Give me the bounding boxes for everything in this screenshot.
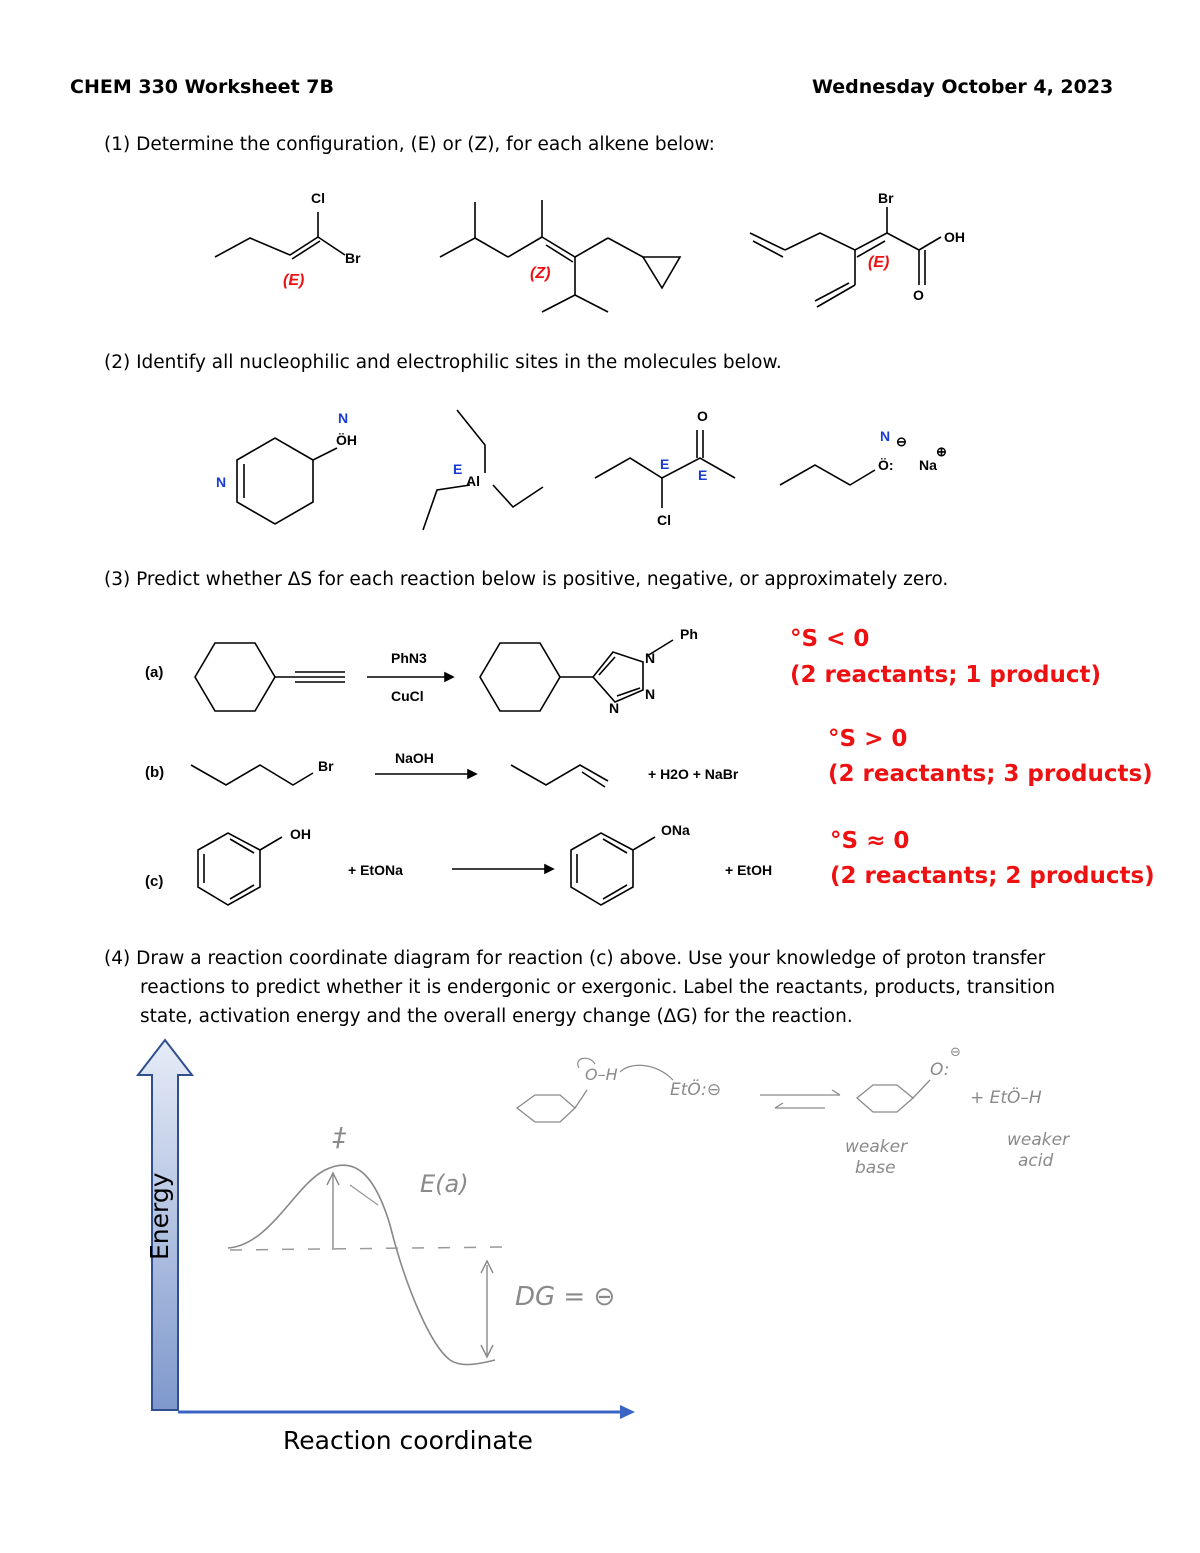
q1-alkene-2-structure	[430, 190, 700, 320]
weaker-acid-line-2: acid	[1018, 1151, 1054, 1171]
reaction-c-arrow	[450, 862, 555, 876]
q1-m3-o: O	[913, 287, 924, 303]
reaction-b-product-structure	[508, 755, 618, 795]
reaction-c-reactant-structure	[190, 825, 300, 915]
reaction-a-n1: N	[645, 650, 656, 666]
scheme-phenoxide-o: O:	[930, 1060, 950, 1080]
reaction-a-ph: Ph	[680, 626, 698, 642]
transition-state-mark: ‡	[333, 1123, 346, 1153]
question-4-prompt-line-3: state, activation energy and the overall energy change (ΔG) for the reaction.	[140, 1006, 853, 1027]
reaction-b-arrow	[373, 767, 478, 781]
q2-m3-electrophile-1-label: E	[660, 456, 670, 472]
q1-m1-cl: Cl	[311, 190, 325, 206]
reaction-b-reactant-structure	[188, 755, 328, 795]
reaction-a-reactant-structure	[185, 635, 355, 720]
q2-m1-alkene-nucleophile-label: N	[216, 474, 227, 490]
reaction-a-product-structure	[475, 630, 685, 720]
q1-m3-oh: OH	[944, 229, 965, 245]
q2-chloroketone-structure	[590, 420, 750, 520]
reaction-c-answer-sign: °S ≈ 0	[830, 828, 910, 854]
scheme-ethanol: + EtÖ–H	[970, 1088, 1042, 1108]
q2-m4-na: Na	[919, 457, 937, 473]
q1-m3-br: Br	[878, 190, 894, 206]
q2-m1-nucleophile-label: N	[338, 410, 349, 426]
q2-m3-electrophile-2-label: E	[698, 467, 708, 483]
delta-g-label: DG = ⊖	[515, 1282, 616, 1312]
reaction-a-answer-reason: (2 reactants; 1 product)	[790, 662, 1101, 688]
reaction-a-reagent-top: PhN3	[391, 650, 427, 666]
reaction-a-n2: N	[645, 686, 656, 702]
reaction-c-product-structure	[563, 825, 673, 915]
q2-m4-minus-charge: ⊖	[896, 434, 907, 449]
reaction-b-answer-reason: (2 reactants; 3 products)	[828, 761, 1153, 787]
q2-m4-o: Ö:	[878, 457, 894, 473]
q2-m2-al: Al	[466, 473, 480, 489]
reaction-c-oh: OH	[290, 826, 311, 842]
scheme-phenoxide-charge: ⊖	[950, 1045, 961, 1060]
weaker-base-line-1: weaker	[845, 1137, 908, 1157]
q2-m4-nucleophile-label: N	[880, 428, 891, 444]
q1-alkene-3-structure	[745, 195, 985, 315]
reaction-a-n3: N	[609, 700, 620, 716]
reaction-c-answer-reason: (2 reactants; 2 products)	[830, 863, 1155, 889]
question-1-prompt: (1) Determine the configuration, (E) or (Z), for each alkene below:	[104, 134, 715, 155]
question-4-prompt-line-1: (4) Draw a reaction coordinate diagram for reaction (c) above. Use your knowledge of proton transfer	[104, 948, 1046, 969]
scheme-ethoxide: EtÖ:⊖	[670, 1080, 722, 1100]
reaction-b-byproducts: + H2O + NaBr	[648, 766, 739, 782]
q2-triethylaluminum-structure	[415, 405, 555, 535]
q1-m1-br: Br	[345, 250, 361, 266]
reaction-b-br: Br	[318, 758, 334, 774]
reaction-c-reagent: + EtONa	[348, 862, 403, 878]
question-3-prompt: (3) Predict whether ΔS for each reaction below is positive, negative, or approximately zero.	[104, 569, 949, 590]
reaction-a-arrow	[365, 670, 455, 684]
q2-m3-o: O	[697, 408, 708, 424]
reaction-b-label: (b)	[145, 764, 165, 781]
reaction-a-reagent-bottom: CuCl	[391, 688, 424, 704]
reaction-a-label: (a)	[145, 664, 164, 681]
q2-m1-oh: ÖH	[336, 432, 357, 448]
weaker-base-line-2: base	[855, 1158, 896, 1178]
worksheet-date: Wednesday October 4, 2023	[812, 76, 1114, 98]
scheme-phenol-oh: O–H	[585, 1065, 618, 1084]
reaction-c-ona: ONa	[661, 822, 690, 838]
reaction-b-reagent: NaOH	[395, 750, 434, 766]
reaction-b-answer-sign: °S > 0	[828, 726, 908, 752]
q2-propoxide-structure	[775, 440, 885, 500]
x-axis-label: Reaction coordinate	[283, 1426, 533, 1455]
q1-m3-answer: (E)	[868, 254, 890, 271]
question-4-prompt-line-2: reactions to predict whether it is endergonic or exergonic. Label the reactants, products, transition	[140, 977, 1056, 998]
activation-energy-label: E(a)	[420, 1170, 469, 1198]
q1-m2-answer: (Z)	[530, 265, 551, 282]
weaker-acid-line-1: weaker	[1007, 1130, 1070, 1150]
reaction-c-label: (c)	[145, 873, 164, 890]
y-axis-label: Energy	[145, 1172, 174, 1260]
q1-m1-answer: (E)	[283, 272, 305, 289]
q2-m3-cl: Cl	[657, 512, 671, 528]
course-title: CHEM 330 Worksheet 7B	[70, 76, 334, 98]
reaction-a-answer-sign: °S < 0	[790, 626, 870, 652]
reaction-c-byproduct: + EtOH	[725, 862, 773, 878]
q2-m2-electrophile-label: E	[453, 461, 463, 477]
question-2-prompt: (2) Identify all nucleophilic and electrophilic sites in the molecules below.	[104, 352, 782, 373]
q2-m4-plus-charge: ⊕	[936, 444, 947, 459]
